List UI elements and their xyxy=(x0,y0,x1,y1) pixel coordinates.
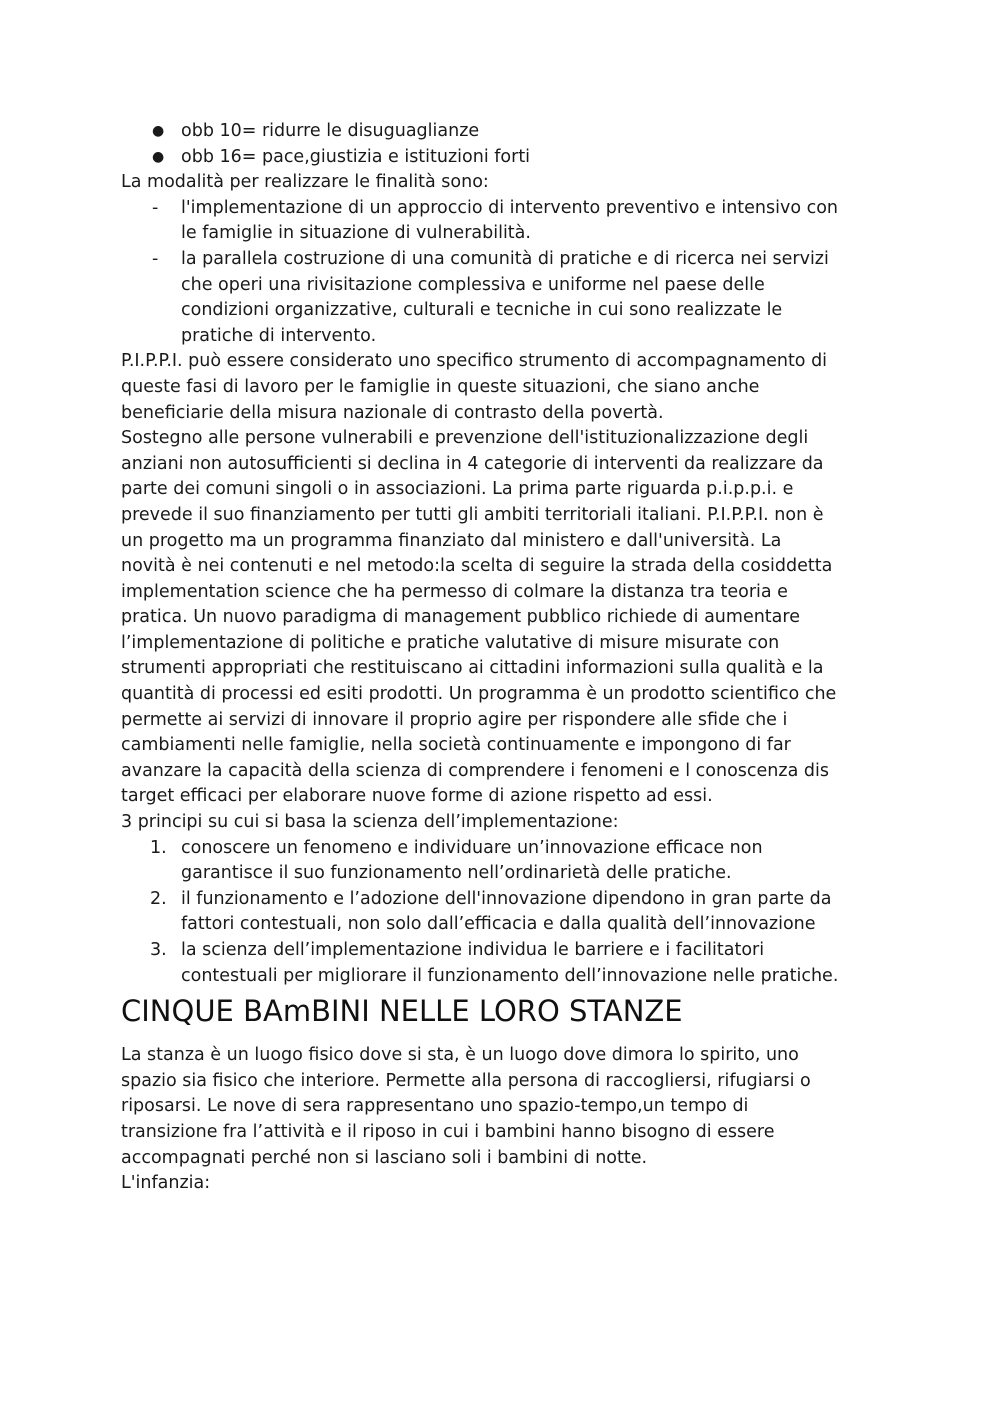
list-number: 3. xyxy=(150,940,167,960)
text-line: 3 principi su cui si basa la scienza dell’implementazione: xyxy=(121,812,619,833)
bullet-icon: ● xyxy=(152,123,165,139)
text-line: strumenti appropriati che restituiscano ai cittadini informazioni sulla qualità e la xyxy=(121,658,824,679)
list-number: 1. xyxy=(150,837,167,858)
text-line: implementation science che ha permesso di colmare la distanza tra teoria e xyxy=(121,581,788,602)
list-item xyxy=(121,196,881,247)
modalita-list xyxy=(121,196,881,350)
modalita-intro: La modalità per realizzare le finalità sono: xyxy=(121,172,489,193)
text-line: prevede il suo finanziamento per tutti gli ambiti territoriali italiani. P.I.P.P.I. non è xyxy=(121,504,824,525)
dash-icon: - xyxy=(152,248,159,269)
list-item xyxy=(121,145,881,171)
list-item xyxy=(121,938,881,989)
item-line: il funzionamento e l’adozione dell'innovazione dipendono in gran parte da xyxy=(181,888,832,909)
text-line: La stanza è un luogo fisico dove si sta, è un luogo dove dimora lo spirito, uno xyxy=(121,1045,799,1066)
item-line: la scienza dell’implementazione individua le barriere e i facilitatori xyxy=(181,940,765,960)
body-paragraph xyxy=(121,349,881,835)
body-paragraph xyxy=(121,1043,881,1197)
text-line: beneficiarie della misura nazionale di contrasto della povertà. xyxy=(121,402,664,423)
list-item xyxy=(121,119,881,145)
list-item xyxy=(121,836,881,887)
text-line: riposarsi. Le nove di sera rappresentano uno spazio-tempo,un tempo di xyxy=(121,1096,749,1117)
text-line: pratica. Un nuovo paradigma di management pubblico richiede di aumentare xyxy=(121,607,800,628)
principles-list xyxy=(121,836,881,990)
text-line: L'infanzia: xyxy=(121,1173,211,1194)
section-heading: CINQUE BAmBINI NELLE LORO STANZE xyxy=(121,994,683,1029)
text-line: target efficaci per elaborare nuove forme di azione rispetto ad essi. xyxy=(121,786,713,807)
page-content xyxy=(121,119,881,1197)
item-line: garantisce il suo funzionamento nell’ordinarietà delle pratiche. xyxy=(181,863,732,884)
text-line: Sostegno alle persone vulnerabili e prevenzione dell'istituzionalizzazione degli xyxy=(121,428,809,449)
text-line: parte dei comuni singoli o in associazioni. La prima parte riguarda p.i.p.p.i. e xyxy=(121,479,794,500)
text-line: P.I.P.P.I. può essere considerato uno specifico strumento di accompagnamento di xyxy=(121,351,828,372)
list-item xyxy=(121,247,881,349)
text-line: spazio sia fisico che interiore. Permette alla persona di raccogliersi, rifugiarsi o xyxy=(121,1070,811,1091)
text-line: queste fasi di lavoro per le famiglie in queste situazioni, che siano anche xyxy=(121,376,760,397)
text-line: avanzare la capacità della scienza di comprendere i fenomeni e l conoscenza dis xyxy=(121,760,829,781)
item-line: pratiche di intervento. xyxy=(181,325,377,346)
text-line: quantità di processi ed esiti prodotti. Un programma è un prodotto scientifico che xyxy=(121,684,837,705)
text-line: novità è nei contenuti e nel metodo:la scelta di seguire la strada della cosiddetta xyxy=(121,556,833,577)
item-line: la parallela costruzione di una comunità di pratiche e di ricerca nei servizi xyxy=(181,248,829,269)
goal-text: obb 16= pace,giustizia e istituzioni forti xyxy=(181,146,531,167)
item-line: fattori contestuali, non solo dall’efficacia e dalla qualità dell’innovazione xyxy=(181,914,816,935)
text-line: anziani non autosufficienti si declina in 4 categorie di interventi da realizzare da xyxy=(121,453,824,474)
bullet-icon: ● xyxy=(152,148,165,165)
item-line: conoscere un fenomeno e individuare un’innovazione efficace non xyxy=(181,837,763,858)
list-number: 2. xyxy=(150,888,167,909)
item-line: contestuali per migliorare il funzionamento dell’innovazione nelle pratiche. xyxy=(181,965,839,986)
text-line: cambiamenti nelle famiglie, nella società continuamente e impongono di far xyxy=(121,735,791,756)
item-line: le famiglie in situazione di vulnerabilità. xyxy=(181,223,531,244)
goal-text: obb 10= ridurre le disuguaglianze xyxy=(181,121,480,141)
item-line: che operi una rivisitazione complessiva e uniforme nel paese delle xyxy=(181,274,765,295)
text-line: un progetto ma un programma finanziato dal ministero e dall'università. La xyxy=(121,530,782,551)
text-line: accompagnati perché non si lasciano soli i bambini di notte. xyxy=(121,1147,648,1168)
goals-list xyxy=(121,119,881,170)
item-line: l'implementazione di un approccio di intervento preventivo e intensivo con xyxy=(181,197,839,218)
dash-icon: - xyxy=(152,197,159,218)
text-line: transizione fra l’attività e il riposo in cui i bambini hanno bisogno di essere xyxy=(121,1121,775,1142)
list-item xyxy=(121,887,881,938)
item-line: condizioni organizzative, culturali e tecniche in cui sono realizzate le xyxy=(181,300,783,321)
text-line: permette ai servizi di innovare il proprio agire per rispondere alle sfide che i xyxy=(121,709,788,730)
text-line: l’implementazione di politiche e pratiche valutative di misure misurate con xyxy=(121,632,780,653)
